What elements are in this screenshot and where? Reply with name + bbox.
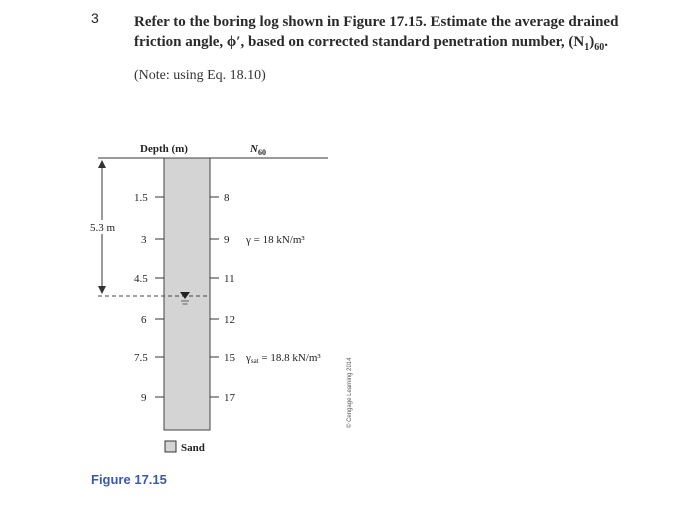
n60-header: $N_{60}$ <box>250 143 266 157</box>
note: (Note: using Eq. 18.10) <box>134 68 266 83</box>
figure-caption: Figure 17.15 <box>91 472 167 487</box>
depth-label-3: 4.5 <box>134 273 148 285</box>
water-table-depth-label: 5.3 m <box>90 222 116 234</box>
depth-header: Depth (m) <box>140 143 188 155</box>
n60-value-3: 11 <box>224 273 235 285</box>
copyright-credit: © Cengage Learning 2014 <box>347 357 353 428</box>
n60-value-5: 15 <box>224 352 235 364</box>
unit-weight-lower: γsat = 18.8 kN/m³ <box>246 352 321 365</box>
n60-value-6: 17 <box>224 392 235 404</box>
end-period: . <box>604 34 608 50</box>
depth-labels <box>134 192 164 404</box>
depth-label-5: 7.5 <box>134 352 148 364</box>
dimension-arrow-bottom <box>98 286 106 294</box>
n60-values <box>210 192 236 404</box>
line2-pre: friction angle, <box>134 34 227 50</box>
n60-value-1: 8 <box>224 192 230 204</box>
question-number: 3 <box>91 10 99 26</box>
depth-label-1: 1.5 <box>134 192 148 204</box>
question-line-1: Refer to the boring log shown in Figure 17.15. Estimate the average drained <box>134 14 619 30</box>
n-close: ) <box>589 34 595 50</box>
n60-value-4: 12 <box>224 314 235 326</box>
n-sub-1: 1 <box>584 42 590 53</box>
n60-value-2: 9 <box>224 234 230 246</box>
dimension-arrow-top <box>98 160 106 168</box>
depth-label-6: 9 <box>141 392 147 404</box>
depth-label-2: 3 <box>141 234 147 246</box>
depth-label-4: 6 <box>141 314 147 326</box>
legend-swatch <box>165 441 176 452</box>
n-symbol: (N <box>568 34 585 50</box>
phi-symbol: ϕ′ <box>226 34 241 50</box>
n-sub-60: 60 <box>594 42 605 53</box>
unit-weight-upper: γ = 18 kN/m³ <box>246 234 305 246</box>
line2-post: , based on corrected standard penetration number, <box>240 34 569 50</box>
legend-label: Sand <box>181 442 205 454</box>
